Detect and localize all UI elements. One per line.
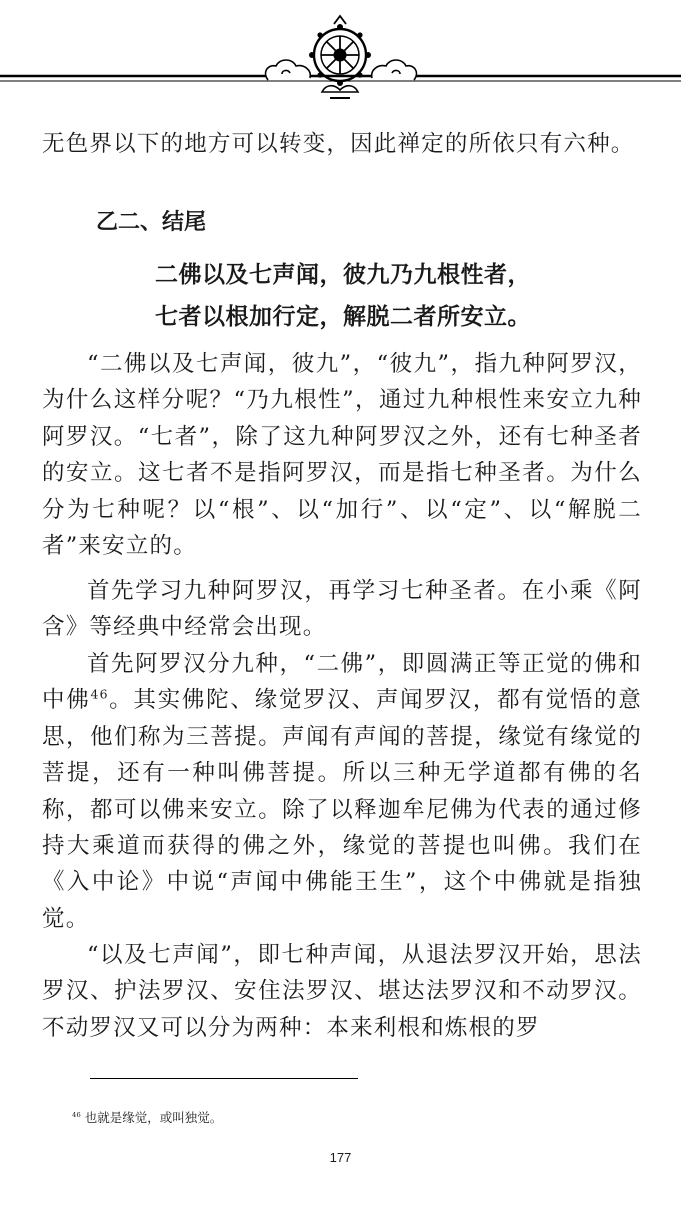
page-number: 177 [329, 1150, 352, 1165]
header-ornament [0, 0, 681, 110]
body-paragraph-4: “以及七声闻”，即七种声闻，从退法罗汉开始，思法罗汉、护法罗汉、安住法罗汉、堪达法罗汉和不动罗汉。不动罗汉又可以分为两种：本来利根和炼根的罗 [42, 942, 642, 1041]
lotus-base-icon [322, 86, 358, 98]
right-cloud-icon [372, 60, 417, 80]
footnote-reference: 46 [90, 687, 109, 702]
section-heading: 乙二、结尾 [96, 210, 207, 235]
lead-paragraph: 无色界以下的地方可以转变，因此禅定的所依只有六种。 [42, 131, 635, 157]
body-paragraph-2: 首先学习九种阿罗汉，再学习七种圣者。在小乘《阿含》等经典中经常会出现。 [42, 578, 642, 641]
footnote-text: 也就是缘觉，或叫独觉。 [84, 1110, 223, 1125]
paragraph-3-text-end: 。其实佛陀、缘觉罗汉、声闻罗汉，都有觉悟的意思，他们称为三菩提。声闻有声闻的菩提，缘觉有缘觉的菩提，还有一种叫佛菩提。所以三种无学道都有佛的名称，都可以佛来安立。除了以释迦牟尼佛为代表的通过修持大乘道而获得的佛之外，缘觉的菩提也叫佛。我们在《入中论》中说“声闻中佛能王生”，这个中佛就是指独觉。 [42, 687, 643, 932]
verse-line-1: 二佛以及七声闻，彼九乃九根性者， [155, 262, 531, 288]
left-cloud-icon [266, 60, 311, 80]
paragraph-3-text-start: 首先阿罗汉分九种，“二佛”，即圆满正等正觉的佛和中佛 [42, 651, 642, 714]
footnote-number: 46 [72, 1110, 81, 1119]
verse-line-2: 七者以根加行定，解脱二者所安立。 [155, 304, 531, 330]
footnote [72, 1108, 222, 1126]
body-paragraph-1: “二佛以及七声闻，彼九”，“彼九”，指九种阿罗汉，为什么这样分呢？“乃九根性”，通过九种根性来安立九种阿罗汉。“七者”，除了这九种阿罗汉之外，还有七种圣者的安立。这七者不是指阿罗汉，而是指七种圣者。为什么分为七种呢？以“根”、以“加行”、以“定”、以“解脱二者”来安立的。 [42, 351, 642, 560]
body-paragraph-3 [42, 646, 642, 937]
footnote-separator [90, 1078, 358, 1079]
